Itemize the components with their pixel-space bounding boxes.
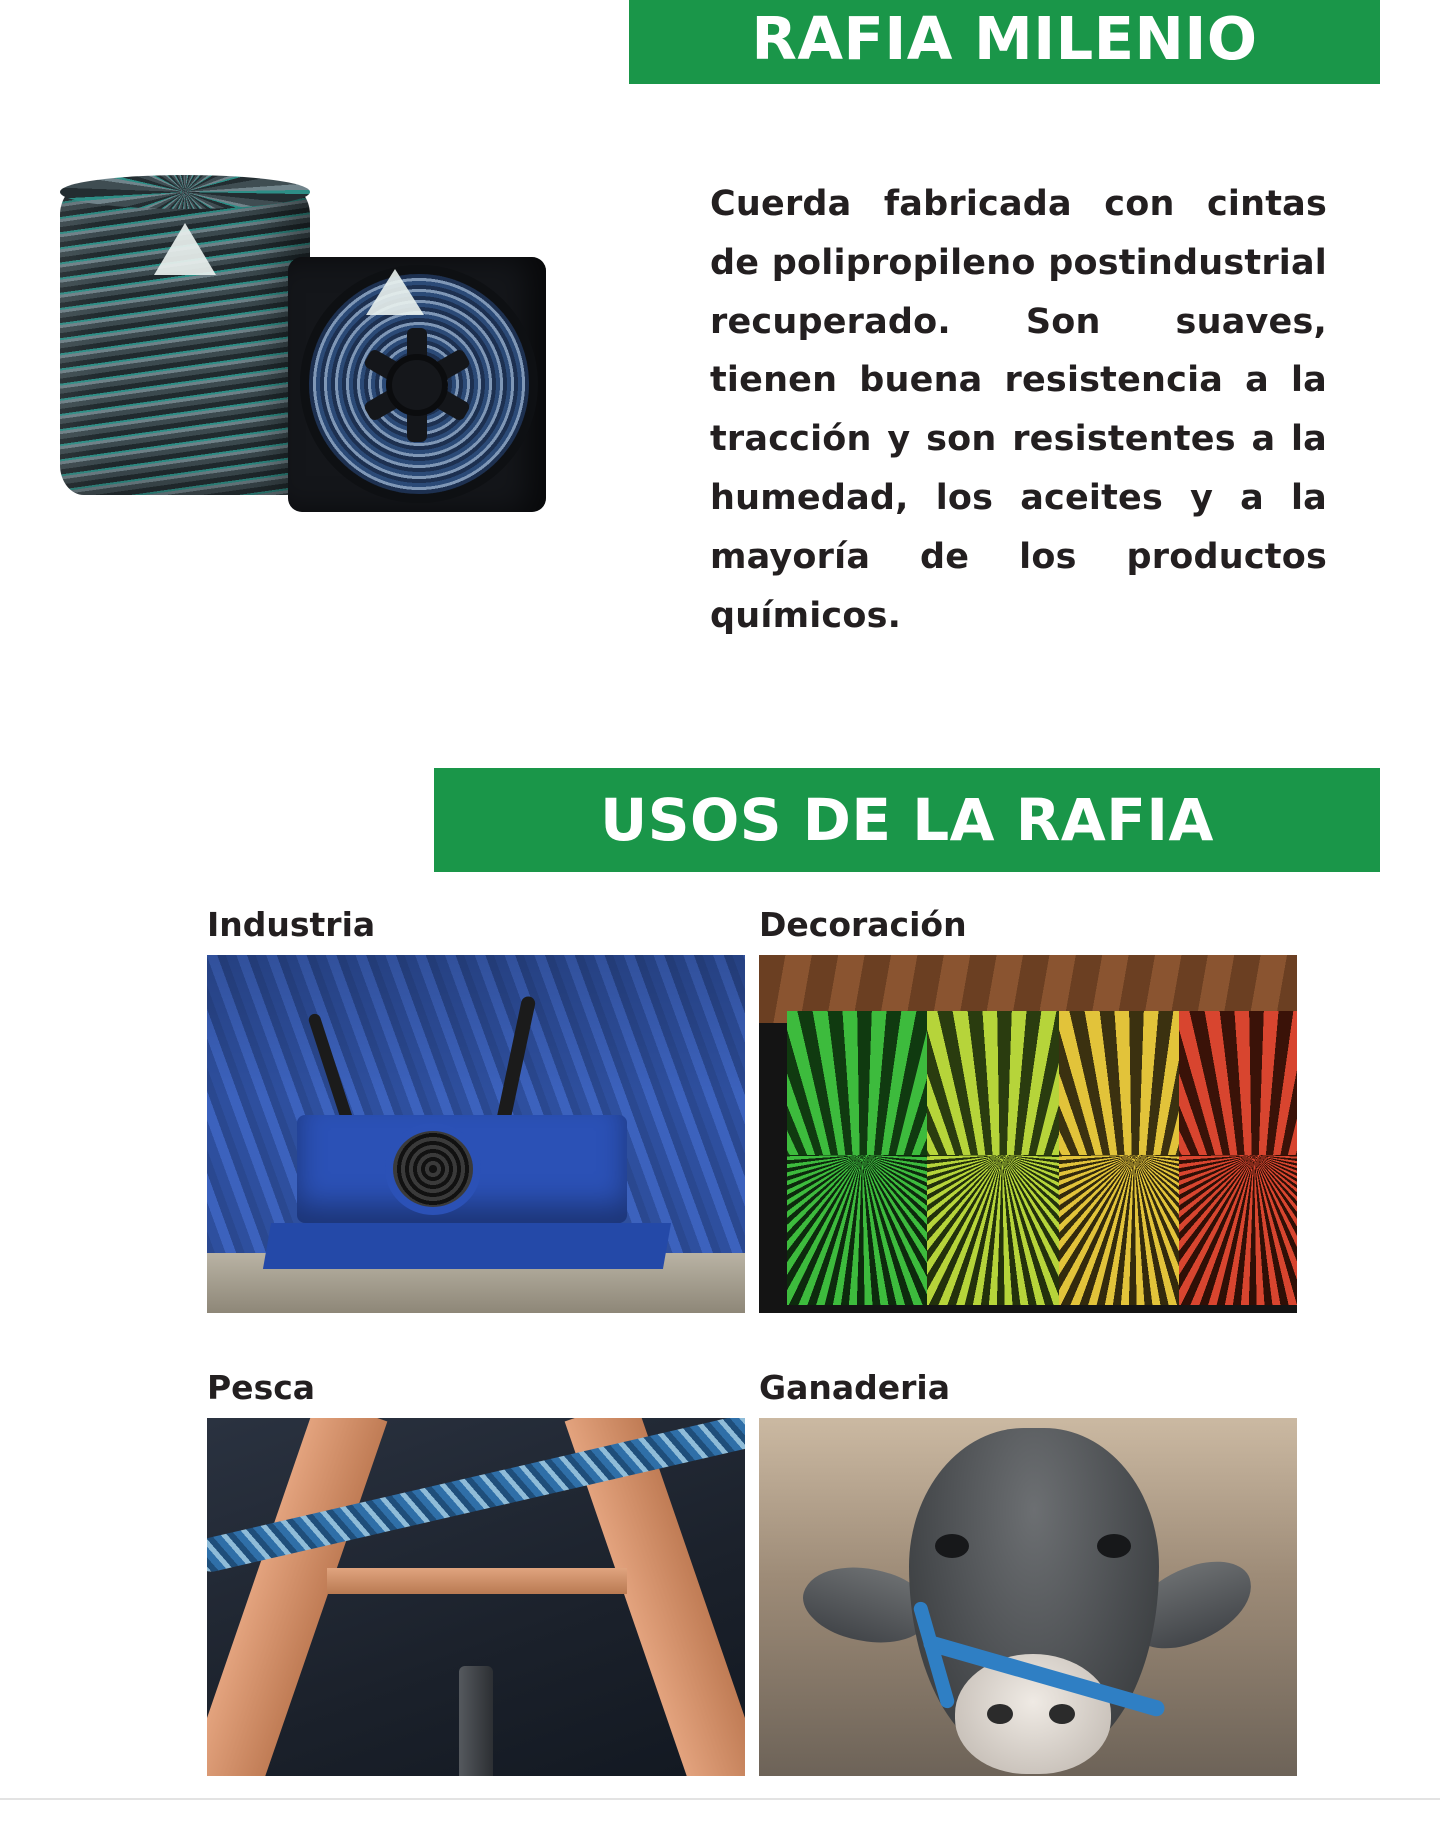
use-label-ganaderia: Ganaderia [759,1368,950,1407]
rope-coil-top-graphic [60,175,310,209]
use-item-ganaderia [759,1368,1297,1776]
string-fan-lower-red [1179,1155,1297,1305]
use-label-decoracion: Decoración [759,905,967,944]
cow-eye-left-graphic [935,1534,969,1558]
use-item-decoracion [759,905,1297,1313]
use-item-pesca [207,1368,745,1776]
cattle-with-halter-photo [759,1418,1297,1776]
page-title: RAFIA MILENIO [751,3,1258,73]
rope-spool-graphic [288,257,546,512]
spool-hub-graphic [386,354,448,416]
cow-nostril-left-graphic [987,1704,1013,1724]
string-fan-lower-lime [927,1155,1077,1305]
colorful-string-art-photo [759,955,1297,1313]
boat-crossbar-graphic [327,1568,627,1594]
bottom-divider [0,1798,1440,1800]
winch-base-graphic [263,1223,671,1269]
fishing-boat-rope-photo [207,1418,745,1776]
product-description: Cuerda fabricada con cintas de polipropileno postindustrial recuperado. Son suaves, tienen buena resistencia a la tracción y son resistentes a la humedad, los aceites y a la mayoría de los productos químicos. [710,184,1327,636]
rope-coil-graphic [60,185,310,495]
use-item-industria [207,905,745,1313]
title-banner [629,0,1380,84]
boat-plank-left-graphic [207,1418,387,1776]
metal-post-graphic [459,1666,493,1776]
uses-title: USOS DE LA RAFIA [600,786,1214,854]
use-label-industria: Industria [207,905,376,944]
cow-eye-right-graphic [1097,1534,1131,1558]
winch-drum-graphic [385,1123,481,1215]
product-image [40,175,600,555]
string-fan-lower-green [787,1155,937,1305]
use-label-pesca: Pesca [207,1368,316,1407]
uses-banner [434,768,1380,872]
industrial-winch-photo [207,955,745,1313]
cow-nostril-right-graphic [1049,1704,1075,1724]
